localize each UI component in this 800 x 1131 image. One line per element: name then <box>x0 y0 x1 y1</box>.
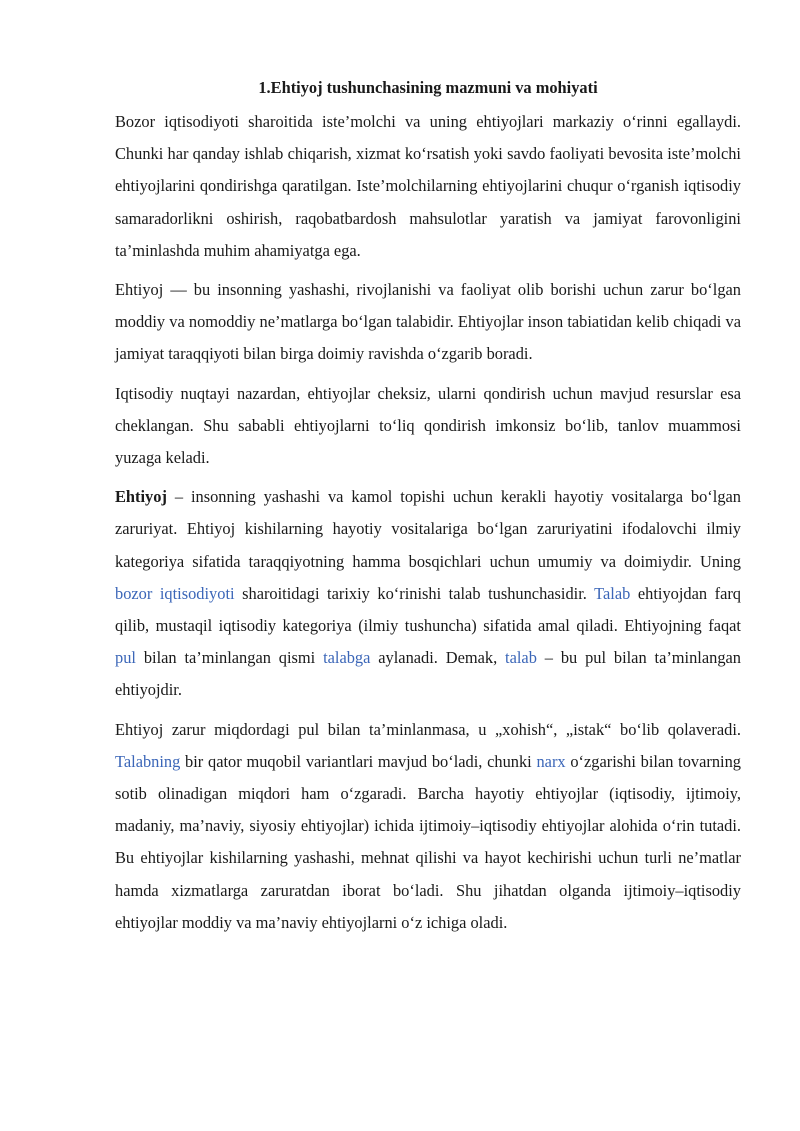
link-talabning[interactable]: Talabning <box>115 751 181 771</box>
text-run: – insonning yashashi va kamol topishi uchun kerakli hayotiy vositalarga bo‘lgan zaruriyat. Ehtiyoj kishilarning hayotiy vositalariga bo‘lgan zaruriyatini ifodalovchi ilmiy kategoriya sifatida taraqqiyotning hamma bosqichlari uchun umumiy va doimiydir. Uning <box>115 487 741 571</box>
text-run: o‘zgarishi bilan tovarning sotib olinadigan miqdori ham o‘zgaradi. Barcha hayotiy ehtiyojlar (iqtisodiy, ijtimoiy, madaniy, ma’naviy, siyosiy ehtiyojlar) ichida ijtimoiy–iqtisodiy ehtiyojlar alohida o‘rin tutadi. Bu ehtiyojlar kishilarning yashashi, mehnat qilishi va hayot kechirishi uchun turli ne’matlar hamda xizmatlarga zaruratdan iborat bo‘ladi. Shu jihatdan olganda ijtimoiy–iqtisodiy ehtiyojlar moddiy va ma’naviy ehtiyojlarni o‘z ichiga oladi. <box>115 751 741 932</box>
link-pul[interactable]: pul <box>115 648 136 668</box>
text-run: Ehtiyoj zarur miqdordagi pul bilan ta’minlanmasa, u „xohish“, „istak“ bo‘lib qolaveradi. <box>115 719 741 739</box>
text-run: aylanadi. Demak, <box>370 648 506 668</box>
link-talab[interactable]: Talab <box>594 583 631 603</box>
text-run: sharoitidagi tarixiy ko‘rinishi talab tushunchasidir. <box>234 583 595 603</box>
paragraph-ehtiyoj-talab <box>115 481 741 706</box>
paragraph-economic-view: Iqtisodiy nuqtayi nazardan, ehtiyojlar cheksiz, ularni qondirish uchun mavjud resurslar esa cheklangan. Shu sababli ehtiyojlarni to‘liq qondirish imkonsiz bo‘lib, tanlov muammosi yuzaga keladi. <box>115 383 741 468</box>
paragraph-intro: Bozor iqtisodiyoti sharoitida iste’molchi va uning ehtiyojlari markaziy o‘rinni egallaydi. Chunki har qanday ishlab chiqarish, xizmat ko‘rsatish yoki savdo faoliyati bevosita iste’molchi ehtiyojlarini qondirishga qaratilgan. Iste’molchilarning ehtiyojlarini chuqur o‘rganish iqtisodiy samaradorlikni oshirish, raqobatbardosh mahsulotlar yaratish va jamiyat farovonligini ta’minlashda muhim ahamiyatga ega. <box>115 112 741 260</box>
paragraph-xohish <box>115 714 741 939</box>
term-ehtiyoj: Ehtiyoj <box>115 487 167 507</box>
section-title: 1.Ehtiyoj tushunchasining mazmuni va mohiyati <box>258 78 598 97</box>
text-run: bir qator muqobil variantlari mavjud bo‘ladi, chunki <box>180 751 537 771</box>
paragraph-definition: Ehtiyoj — bu insonning yashashi, rivojlanishi va faoliyat olib borishi uchun zarur bo‘lgan moddiy va nomoddiy ne’matlarga bo‘lgan talabidir. Ehtiyojlar inson tabiatidan kelib chiqadi va jamiyat taraqqiyoti bilan birga doimiy ravishda o‘zgarib boradi. <box>115 280 741 364</box>
link-talab-2[interactable]: talab <box>505 648 537 668</box>
text-run: bilan ta’minlangan qismi <box>135 648 324 668</box>
link-talabga[interactable]: talabga <box>323 648 371 668</box>
link-narx[interactable]: narx <box>536 751 566 771</box>
text-run: – bu pul bilan ta’minlangan ehtiyojdir. <box>115 648 741 700</box>
text-run: ehtiyojdan farq qilib, mustaqil iqtisodiy kategoriya (ilmiy tushuncha) sifatida amal qiladi. Ehtiyojning faqat <box>115 583 741 636</box>
document-body <box>115 72 741 946</box>
link-bozor-iqtisodiyoti[interactable]: bozor iqtisodiyoti <box>115 583 235 603</box>
